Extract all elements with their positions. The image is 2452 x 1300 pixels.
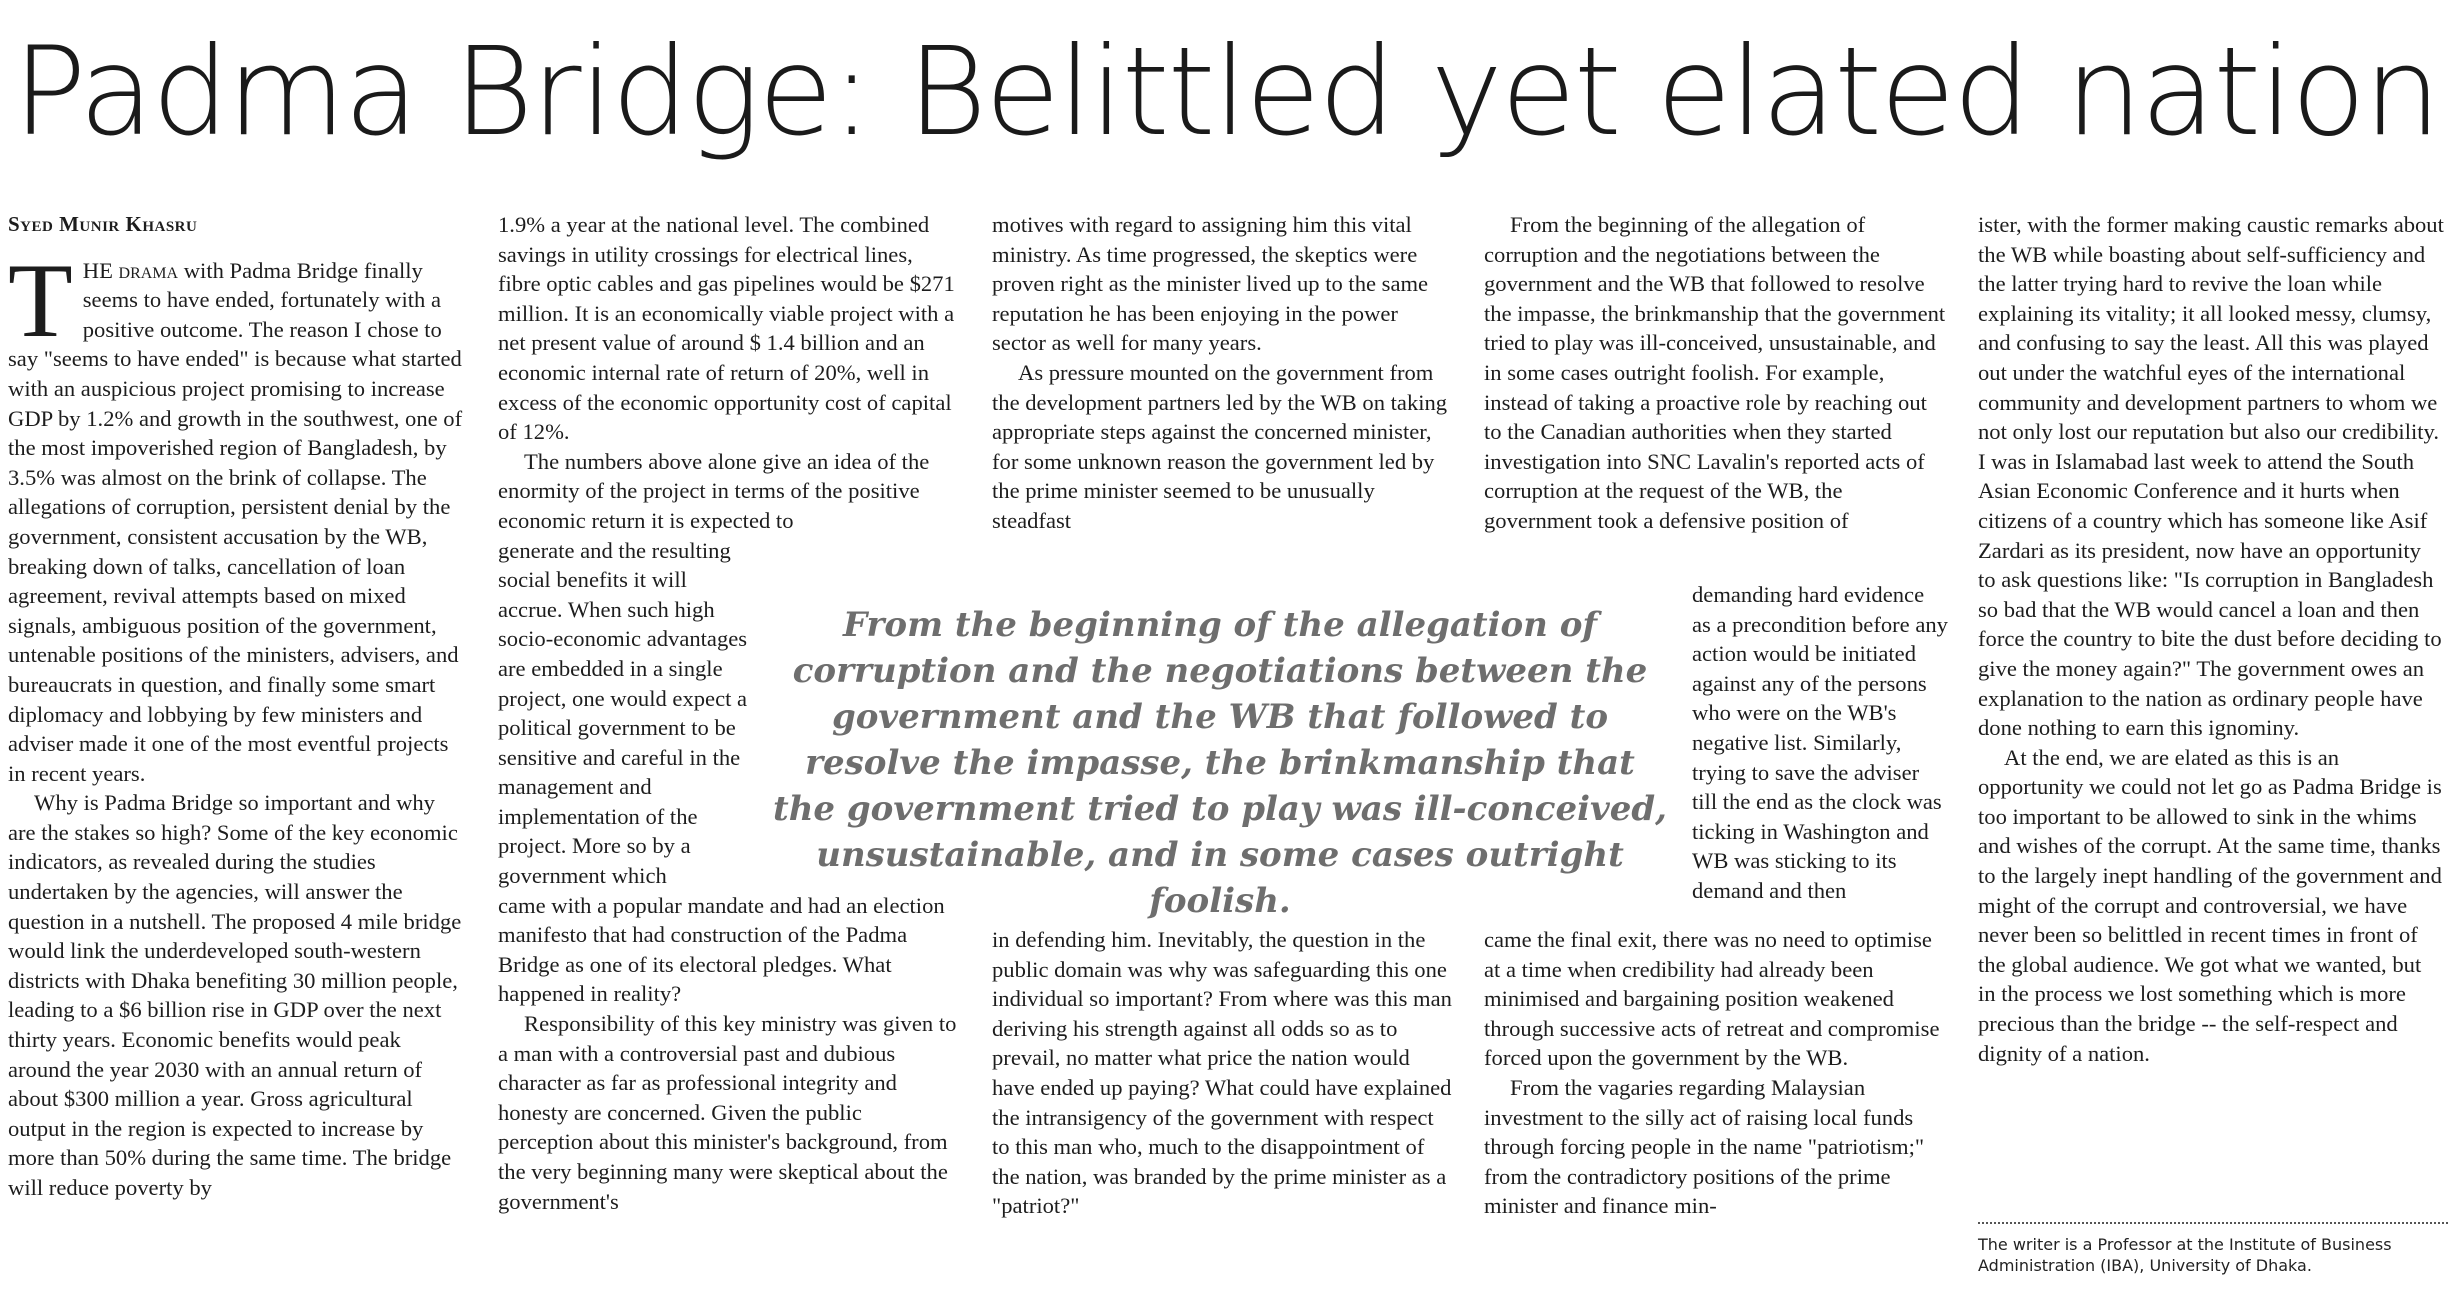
paragraph: At the end, we are elated as this is an opportunity we could not let go as Padma Bridge is too important to be allowed to sink in the whims and wishes of the corrupt. At the same time, thanks to the largely inept handling of the government and might of the corrupt and controversial, we have never been so belittled in recent times in front of the global audience. We got what we wanted, but in the process we lost something which is more precious than the bridge -- the self-respect and dignity of a nation. [1978, 744, 2442, 1066]
lead-paragraph: THE drama with Padma Bridge finally seems to have ended, fortunately with a positive outcome. The reason I chose to say "seems to have ended" is because what started with an auspicious project promising to increase GDP by 1.2% and growth in the southwest, one of the most impoverished region of Bangladesh, by 3.5% was almost on the brink of collapse. The allegations of corruption, persistent denial by the government, consistent accusation by the WB, breaking down of talks, cancellation of loan agreement, revival attempts based on mixed signals, ambiguous position of the government, untenable positions of the ministers, advisers, and bureaucrats in question, and finally some smart diplomacy and lobbying by few ministers and adviser made it one of the most eventful projects in recent years. [8, 241, 463, 786]
byline: Syed Munir Khasru [8, 212, 198, 236]
paragraph: Why is Padma Bridge so important and why are the stakes so high? Some of the key economic indicators, as revealed during the studies undertaken by the agencies, will answer the question in a nutshell. The proposed 4 mile bridge would link the underdeveloped south-western districts with Dhaka benefiting 30 million people, leading to a $6 billion rise in GDP over the next thirty years. Economic benefits would peak around the year 2030 with an annual return of about $300 million a year. Gross agricultural output in the region is expected to increase by more than 50% during the same time. The bridge will reduce poverty by [8, 790, 462, 1200]
paragraph: Responsibility of this key ministry was given to a man with a controversial past and dubious character as far as professional integrity and honesty are concerned. Given the public perception about this minister's background, from the very beginning many were skeptical about the government's [498, 1011, 957, 1214]
paragraph-wrap: generate and the resulting social benefits it will accrue. When such high socio-economic advantages are embedded in a single project, one would expect a political government to be sensitive and careful in the management and implementation of the project. More so by a government which [498, 537, 748, 889]
article-column-4-lower [1484, 925, 1948, 1221]
article-column-1 [8, 210, 468, 1203]
headline: Padma Bridge: Belittled yet elated nation [12, 21, 2440, 163]
article-column-4 [1484, 210, 1948, 536]
article-column-3 [992, 210, 1454, 536]
paragraph-continued: came the final exit, there was no need to optimise at a time when credibility had already been minimised and bargaining position weakened through successive acts of retreat and compromise forced upon the government by the WB. [1484, 927, 1940, 1071]
paragraph: The numbers above alone give an idea of the enormity of the project in terms of the positive economic return it is expected to [498, 448, 930, 533]
paragraph-continued: came with a popular mandate and had an election manifesto that had construction of the Padma Bridge as one of its electoral pledges. What happened in reality? [498, 892, 945, 1007]
paragraph: From the vagaries regarding Malaysian investment to the silly act of raising local funds through forcing people in the name "patriotism;" from the contradictory positions of the prime minister and finance min- [1484, 1074, 1925, 1219]
paragraph: motives with regard to assigning him this vital ministry. As time progressed, the skeptics were proven right as the minister lived up to the same reputation he has been enjoying in the power sector as well for many years. [992, 212, 1429, 356]
paragraph-continued: in defending him. Inevitably, the question in the public domain was why was safeguarding this one individual so important? From where was this man deriving his strength against all odds so as to prevail, no matter what price the nation would have ended up paying? What could have explained the intransigency of the government with respect to this man who, much to the disappointment of the nation, was branded by the prime minister as a "patriot?" [992, 927, 1452, 1219]
article-column-4-wrap [1692, 580, 1948, 906]
article-column-3-lower [992, 925, 1454, 1221]
pull-quote: From the beginning of the allegation of corruption and the negotiations between the government and the WB that followed to resolve the impasse, the brinkmanship that the government tried to play was ill-conceived, unsustainable, and in some cases outright foolish. [772, 605, 1668, 921]
paragraph: ister, with the former making caustic remarks about the WB while boasting about self-sufficiency and the latter trying hard to revive the loan while explaining its vitality; it all looked messy, clumsy, and confusing to say the least. All this was played out under the watchful eyes of the international community and development partners to whom we not only lost our reputation but also our credibility. I was in Islamabad last week to attend the South Asian Economic Conference and it hurts when citizens of a country which has someone like Asif Zardari as its president, now have an opportunity to ask questions like: "Is corruption in Bangladesh so bad that the WB would cancel a loan and then force the country to bite the dust before deciding to give the money again?" The government owes an explanation to the nation as ordinary people have done nothing to earn this ignominy. [1978, 212, 2444, 741]
article-column-5 [1978, 210, 2444, 1068]
dropcap: T [8, 241, 73, 359]
paragraph: As pressure mounted on the government from the development partners led by the WB on taking appropriate steps against the concerned minister, for some unknown reason the government led by the prime minister seemed to be unusually steadfast [992, 359, 1448, 533]
author-note: The writer is a Professor at the Institute of Business Administration (IBA), University of Dhaka. [1978, 1222, 2448, 1276]
paragraph: From the beginning of the allegation of corruption and the negotiations between the government and the WB that followed to resolve the impasse, the brinkmanship that the government tried to play was ill-conceived, unsustainable, and in some cases outright foolish. For example, instead of taking a proactive role by reaching out to the Canadian authorities when they started investigation into SNC Lavalin's reported acts of corruption at the request of the WB, the government took a defensive position of [1484, 212, 1946, 533]
paragraph: 1.9% a year at the national level. The combined savings in utility crossings for electrical lines, fibre optic cables and gas pipelines would be $271 million. It is an economically viable project with a net present value of around $ 1.4 billion and an economic internal rate of return of 20%, well in excess of the economic opportunity cost of capital of 12%. [498, 212, 955, 445]
paragraph-wrap: demanding hard evidence as a precondition before any action would be initiated against any of the persons who were on the WB's negative list. Similarly, trying to save the adviser till the end as the clock was ticking in Washington and WB was sticking to its demand and then [1692, 582, 1948, 903]
